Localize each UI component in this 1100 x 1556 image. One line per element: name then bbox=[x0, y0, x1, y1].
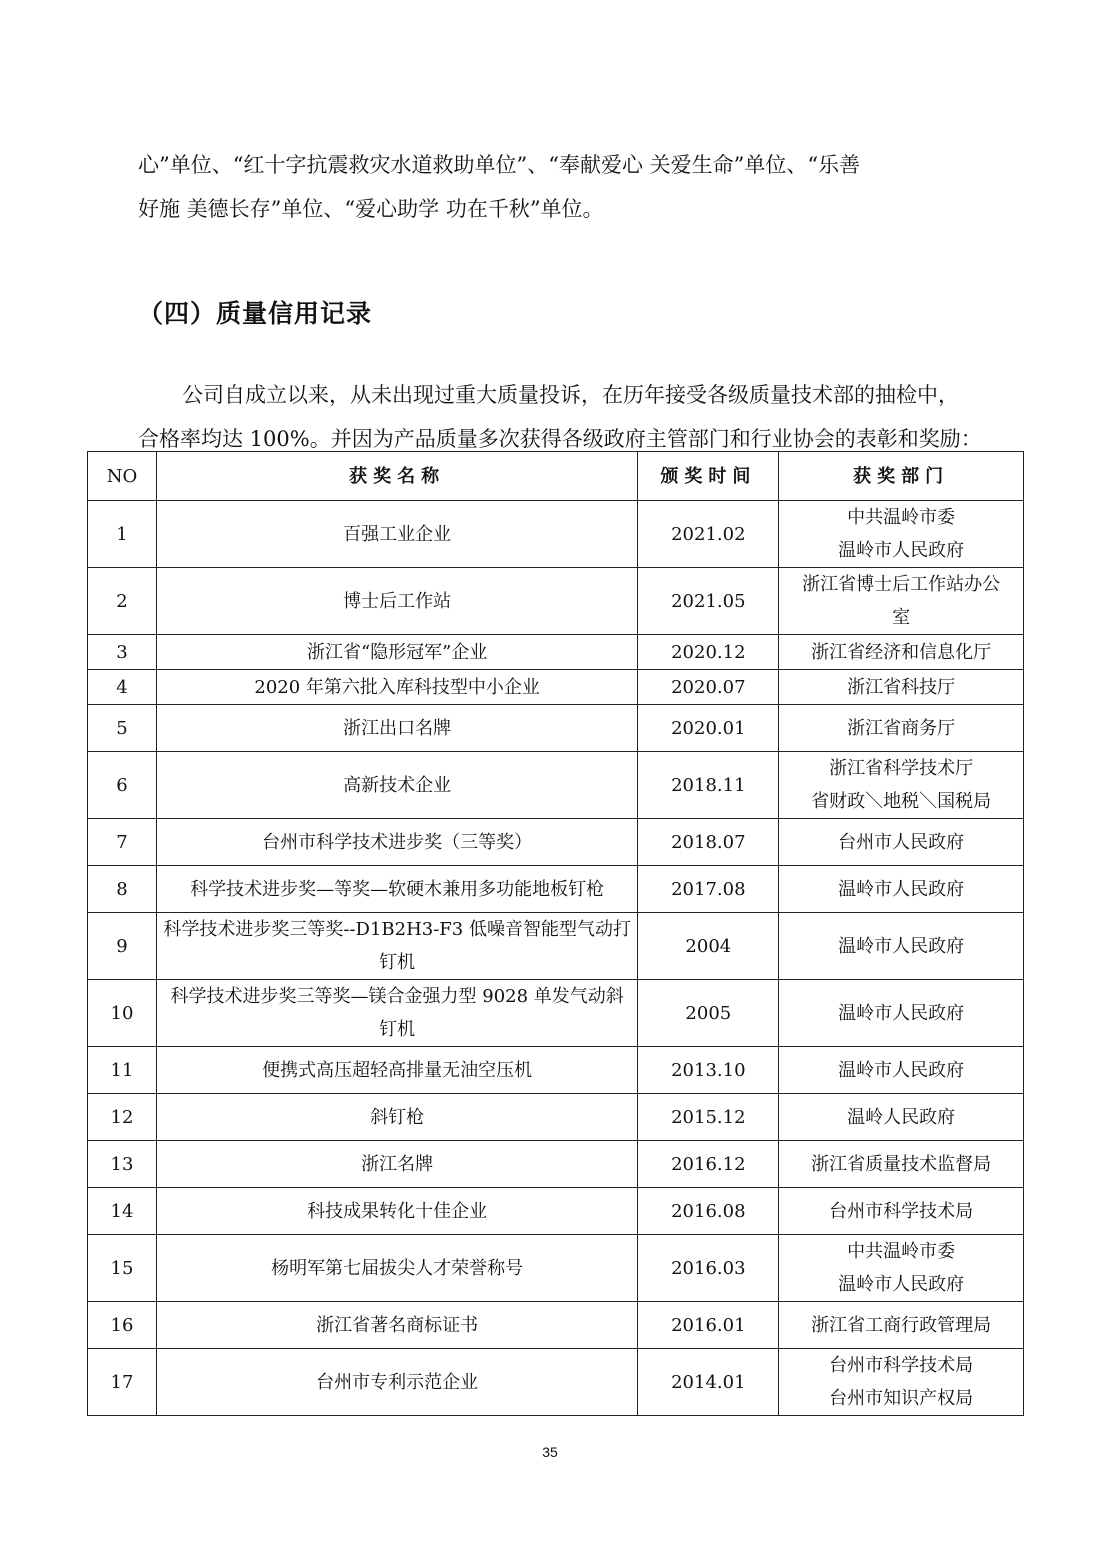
header-award-name: 获奖名称 bbox=[156, 452, 637, 501]
dept-line: 中共温岭市委 bbox=[847, 507, 956, 528]
paragraph-line: 好施 美德长存”单位、“爱心助学 功在千秋”单位。 bbox=[138, 197, 604, 221]
table-body bbox=[88, 501, 1024, 1416]
table-row bbox=[88, 1188, 1024, 1235]
cell-award-name: 博士后工作站 bbox=[156, 568, 637, 635]
table-row bbox=[88, 913, 1024, 980]
cell-award-time: 2016.03 bbox=[638, 1235, 779, 1302]
cell-no: 16 bbox=[88, 1302, 157, 1349]
dept-line: 台州市科学技术局 bbox=[829, 1200, 974, 1222]
table-row bbox=[88, 752, 1024, 819]
cell-award-time: 2018.07 bbox=[638, 819, 779, 866]
paragraph-line: 公司自成立以来，从未出现过重大质量投诉，在历年接受各级质量技术部的抽检中， bbox=[182, 383, 959, 407]
dept-line: 浙江省科技厅 bbox=[847, 676, 956, 698]
cell-no: 1 bbox=[88, 501, 157, 568]
cell-award-name: 2020 年第六批入库科技型中小企业 bbox=[156, 670, 637, 705]
cell-award-name: 浙江名牌 bbox=[156, 1141, 637, 1188]
cell-no: 14 bbox=[88, 1188, 157, 1235]
header-award-time: 颁奖时间 bbox=[638, 452, 779, 501]
dept-line: 浙江省商务厅 bbox=[847, 717, 956, 739]
cell-award-dept bbox=[779, 568, 1024, 635]
table-row bbox=[88, 1235, 1024, 1302]
dept-line: 浙江省博士后工作站办公 bbox=[802, 574, 1001, 595]
table-row bbox=[88, 670, 1024, 705]
table-row bbox=[88, 1047, 1024, 1094]
dept-line: 省财政＼地税＼国税局 bbox=[811, 791, 992, 812]
paragraph-line: 心”单位、“红十字抗震救灾水道救助单位”、“奉献爱心 关爱生命”单位、“乐善 bbox=[138, 153, 861, 177]
cell-award-name: 浙江出口名牌 bbox=[156, 705, 637, 752]
awards-table bbox=[87, 451, 1024, 1416]
cell-award-name: 浙江省著名商标证书 bbox=[156, 1302, 637, 1349]
dept-line: 温岭市人民政府 bbox=[838, 540, 965, 561]
paragraph-continuation bbox=[138, 143, 998, 231]
cell-award-name: 浙江省“隐形冠军”企业 bbox=[156, 635, 637, 670]
dept-line: 温岭市人民政府 bbox=[838, 935, 965, 957]
cell-award-name: 高新技术企业 bbox=[156, 752, 637, 819]
cell-award-name: 科学技术进步奖三等奖—镁合金强力型 9028 单发气动斜钉机 bbox=[156, 980, 637, 1047]
cell-award-dept bbox=[779, 980, 1024, 1047]
cell-award-dept bbox=[779, 1235, 1024, 1302]
cell-award-name: 杨明军第七届拔尖人才荣誉称号 bbox=[156, 1235, 637, 1302]
cell-award-dept bbox=[779, 819, 1024, 866]
cell-award-time: 2015.12 bbox=[638, 1094, 779, 1141]
cell-award-time: 2016.08 bbox=[638, 1188, 779, 1235]
page-number: 35 bbox=[542, 1444, 558, 1460]
cell-award-name: 百强工业企业 bbox=[156, 501, 637, 568]
cell-award-time: 2004 bbox=[638, 913, 779, 980]
cell-no: 8 bbox=[88, 866, 157, 913]
cell-award-dept bbox=[779, 635, 1024, 670]
dept-line: 温岭市人民政府 bbox=[838, 1274, 965, 1295]
table-row bbox=[88, 980, 1024, 1047]
cell-award-dept bbox=[779, 1047, 1024, 1094]
cell-award-dept bbox=[779, 752, 1024, 819]
cell-no: 15 bbox=[88, 1235, 157, 1302]
dept-line: 浙江省科学技术厅 bbox=[829, 758, 974, 779]
table-row bbox=[88, 819, 1024, 866]
cell-award-dept bbox=[779, 705, 1024, 752]
header-no: NO bbox=[88, 452, 157, 501]
cell-award-dept bbox=[779, 866, 1024, 913]
table-row bbox=[88, 705, 1024, 752]
cell-award-name: 台州市专利示范企业 bbox=[156, 1349, 637, 1416]
cell-no: 4 bbox=[88, 670, 157, 705]
cell-award-time: 2014.01 bbox=[638, 1349, 779, 1416]
cell-award-name: 斜钉枪 bbox=[156, 1094, 637, 1141]
table-row bbox=[88, 866, 1024, 913]
cell-no: 6 bbox=[88, 752, 157, 819]
cell-no: 7 bbox=[88, 819, 157, 866]
cell-award-name: 科技成果转化十佳企业 bbox=[156, 1188, 637, 1235]
table-row bbox=[88, 635, 1024, 670]
section-heading: （四）质量信用记录 bbox=[138, 299, 373, 328]
dept-line: 室 bbox=[892, 607, 911, 628]
dept-line: 台州市科学技术局 bbox=[829, 1355, 974, 1376]
cell-award-dept bbox=[779, 1188, 1024, 1235]
cell-no: 17 bbox=[88, 1349, 157, 1416]
table-row bbox=[88, 1094, 1024, 1141]
cell-award-time: 2020.12 bbox=[638, 635, 779, 670]
table-row bbox=[88, 1302, 1024, 1349]
cell-award-time: 2013.10 bbox=[638, 1047, 779, 1094]
cell-award-time: 2016.12 bbox=[638, 1141, 779, 1188]
cell-no: 10 bbox=[88, 980, 157, 1047]
table-row bbox=[88, 568, 1024, 635]
dept-line: 中共温岭市委 bbox=[847, 1241, 956, 1262]
dept-line: 台州市知识产权局 bbox=[829, 1388, 974, 1409]
cell-award-dept bbox=[779, 913, 1024, 980]
cell-award-dept bbox=[779, 1302, 1024, 1349]
cell-award-time: 2018.11 bbox=[638, 752, 779, 819]
cell-award-dept bbox=[779, 1094, 1024, 1141]
dept-line: 浙江省工商行政管理局 bbox=[811, 1314, 992, 1336]
dept-line: 台州市人民政府 bbox=[838, 831, 965, 853]
cell-award-time: 2020.07 bbox=[638, 670, 779, 705]
cell-award-name: 科学技术进步奖三等奖--D1B2H3-F3 低噪音智能型气动打钉机 bbox=[156, 913, 637, 980]
cell-no: 3 bbox=[88, 635, 157, 670]
cell-award-name: 便携式高压超轻高排量无油空压机 bbox=[156, 1047, 637, 1094]
cell-award-dept bbox=[779, 1349, 1024, 1416]
dept-line: 温岭市人民政府 bbox=[838, 1059, 965, 1081]
table-row bbox=[88, 1141, 1024, 1188]
dept-line: 浙江省质量技术监督局 bbox=[811, 1153, 992, 1175]
cell-award-dept bbox=[779, 501, 1024, 568]
cell-no: 5 bbox=[88, 705, 157, 752]
cell-award-time: 2016.01 bbox=[638, 1302, 779, 1349]
dept-line: 浙江省经济和信息化厅 bbox=[811, 641, 992, 663]
cell-award-dept bbox=[779, 670, 1024, 705]
paragraph-line: 合格率均达 100%。并因为产品质量多次获得各级政府主管部门和行业协会的表彰和奖励： bbox=[138, 427, 982, 451]
cell-no: 2 bbox=[88, 568, 157, 635]
cell-no: 12 bbox=[88, 1094, 157, 1141]
cell-award-time: 2021.02 bbox=[638, 501, 779, 568]
cell-award-time: 2017.08 bbox=[638, 866, 779, 913]
cell-award-time: 2021.05 bbox=[638, 568, 779, 635]
cell-award-name: 科学技术进步奖—等奖—软硬木兼用多功能地板钉枪 bbox=[156, 866, 637, 913]
dept-line: 温岭市人民政府 bbox=[838, 1002, 965, 1024]
cell-award-time: 2020.01 bbox=[638, 705, 779, 752]
cell-award-dept bbox=[779, 1141, 1024, 1188]
cell-award-time: 2005 bbox=[638, 980, 779, 1047]
cell-no: 13 bbox=[88, 1141, 157, 1188]
table-header-row bbox=[88, 452, 1024, 501]
cell-no: 11 bbox=[88, 1047, 157, 1094]
table-row bbox=[88, 1349, 1024, 1416]
dept-line: 温岭市人民政府 bbox=[838, 878, 965, 900]
cell-award-name: 台州市科学技术进步奖（三等奖） bbox=[156, 819, 637, 866]
cell-no: 9 bbox=[88, 913, 157, 980]
table-row bbox=[88, 501, 1024, 568]
dept-line: 温岭人民政府 bbox=[847, 1106, 956, 1128]
paragraph-quality-record bbox=[138, 373, 998, 461]
header-award-dept: 获奖部门 bbox=[779, 452, 1024, 501]
